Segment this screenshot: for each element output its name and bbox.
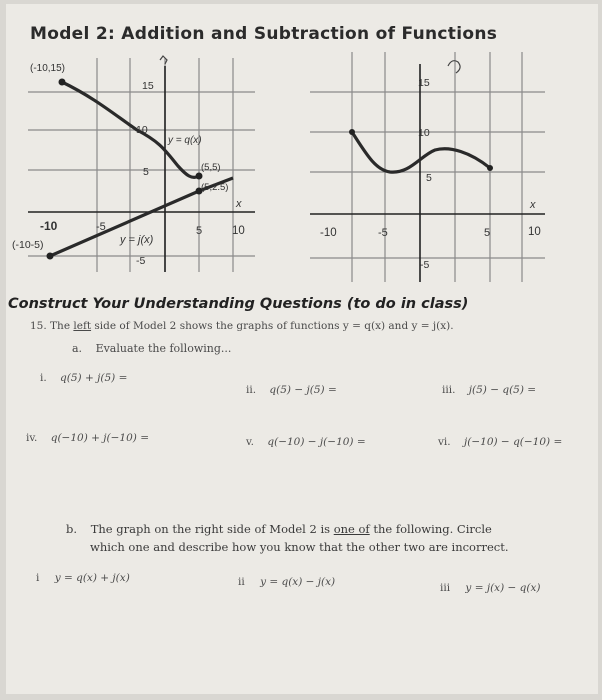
part-b-label: b. <box>66 522 78 536</box>
question-text-left: left <box>73 320 92 332</box>
part-b-line2: which one and describe how you know that the other two are incorrect. <box>90 540 509 554</box>
item-iv-expression: q(−10) + j(−10) = <box>50 432 150 444</box>
choice-ii-number: ii <box>238 576 245 588</box>
tick-x-neg5-right: -5 <box>378 227 388 239</box>
label-point-top-left: (-10,15) <box>30 63 66 74</box>
tick-y-10-right: 10 <box>418 127 430 139</box>
question-number: 15. <box>30 320 47 332</box>
section-header: Construct Your Understanding Questions (to do in class) <box>8 296 469 312</box>
tick-x-neg5: -5 <box>96 221 106 233</box>
part-a <box>72 342 231 355</box>
result-start-point <box>349 129 355 135</box>
tick-x-5: 5 <box>196 225 203 237</box>
choice-iii-number: iii <box>440 582 451 594</box>
choice-i-number: i <box>36 572 40 584</box>
tick-y-neg5: -5 <box>136 255 146 267</box>
question-15-text <box>30 320 454 332</box>
question-text-pre: The <box>50 320 71 332</box>
tick-y-5: 5 <box>143 166 149 178</box>
choice-ii-expression: y = q(x) − j(x) <box>260 576 336 588</box>
item-vi-number: vi. <box>438 436 451 448</box>
choice-i-expression: y = q(x) + j(x) <box>54 572 130 584</box>
item-vi <box>438 436 562 448</box>
tick-y-neg5-right: -5 <box>420 259 430 271</box>
label-point-5-5: (5,5) <box>201 162 221 173</box>
choice-ii[interactable] <box>238 576 335 588</box>
part-b-one-of: one of <box>333 522 370 536</box>
part-a-label: a. <box>72 342 83 355</box>
label-point-bottom-left: (-10-5) <box>12 239 44 251</box>
tick-y-15-right: 15 <box>418 77 430 89</box>
item-i-number: i. <box>40 372 47 384</box>
tick-y-5-right: 5 <box>426 172 432 184</box>
tick-x-neg10-right: -10 <box>320 227 337 239</box>
item-iv <box>26 432 149 444</box>
item-v-number: v. <box>246 436 255 448</box>
item-ii <box>246 384 337 396</box>
page-title: Model 2: Addition and Subtraction of Functions <box>30 24 498 44</box>
item-iii <box>442 384 536 396</box>
part-a-text: Evaluate the following... <box>95 342 232 355</box>
tick-x-5-right: 5 <box>484 227 491 239</box>
choice-i[interactable] <box>36 572 130 584</box>
question-text-post: side of Model 2 shows the graphs of functions y = q(x) and y = j(x). <box>94 320 454 332</box>
label-x-axis: x <box>236 198 242 210</box>
right-graph <box>0 0 602 300</box>
item-vi-expression: j(−10) − q(−10) = <box>463 436 563 448</box>
label-j-function: y = j(x) <box>120 234 154 246</box>
tick-x-10-right: 10 <box>528 226 541 238</box>
tick-y-10: 10 <box>136 124 148 136</box>
part-b-line1-post: the following. Circle <box>373 522 492 536</box>
tick-y-15: 15 <box>142 80 154 92</box>
item-iv-number: iv. <box>26 432 38 444</box>
tick-x-10: 10 <box>232 225 245 237</box>
part-b-line1 <box>66 522 492 536</box>
part-b-line1-pre: The graph on the right side of Model 2 is <box>90 522 331 536</box>
item-iii-expression: j(5) − q(5) = <box>468 384 537 396</box>
choice-iii[interactable] <box>440 582 541 594</box>
choice-iii-expression: y = j(x) − q(x) <box>465 582 541 594</box>
item-ii-number: ii. <box>246 384 257 396</box>
label-x-axis-right: x <box>530 199 536 211</box>
result-end-point <box>487 165 493 171</box>
item-i <box>40 372 127 384</box>
item-v-expression: q(−10) − j(−10) = <box>267 436 366 448</box>
label-q-function: y = q(x) <box>168 135 202 146</box>
item-iii-number: iii. <box>442 384 456 396</box>
tick-x-neg10: -10 <box>40 219 58 233</box>
item-i-expression: q(5) + j(5) = <box>60 372 128 384</box>
item-ii-expression: q(5) − j(5) = <box>269 384 337 396</box>
item-v <box>246 436 366 448</box>
label-point-5-2-5: (5,2.5) <box>201 182 229 193</box>
